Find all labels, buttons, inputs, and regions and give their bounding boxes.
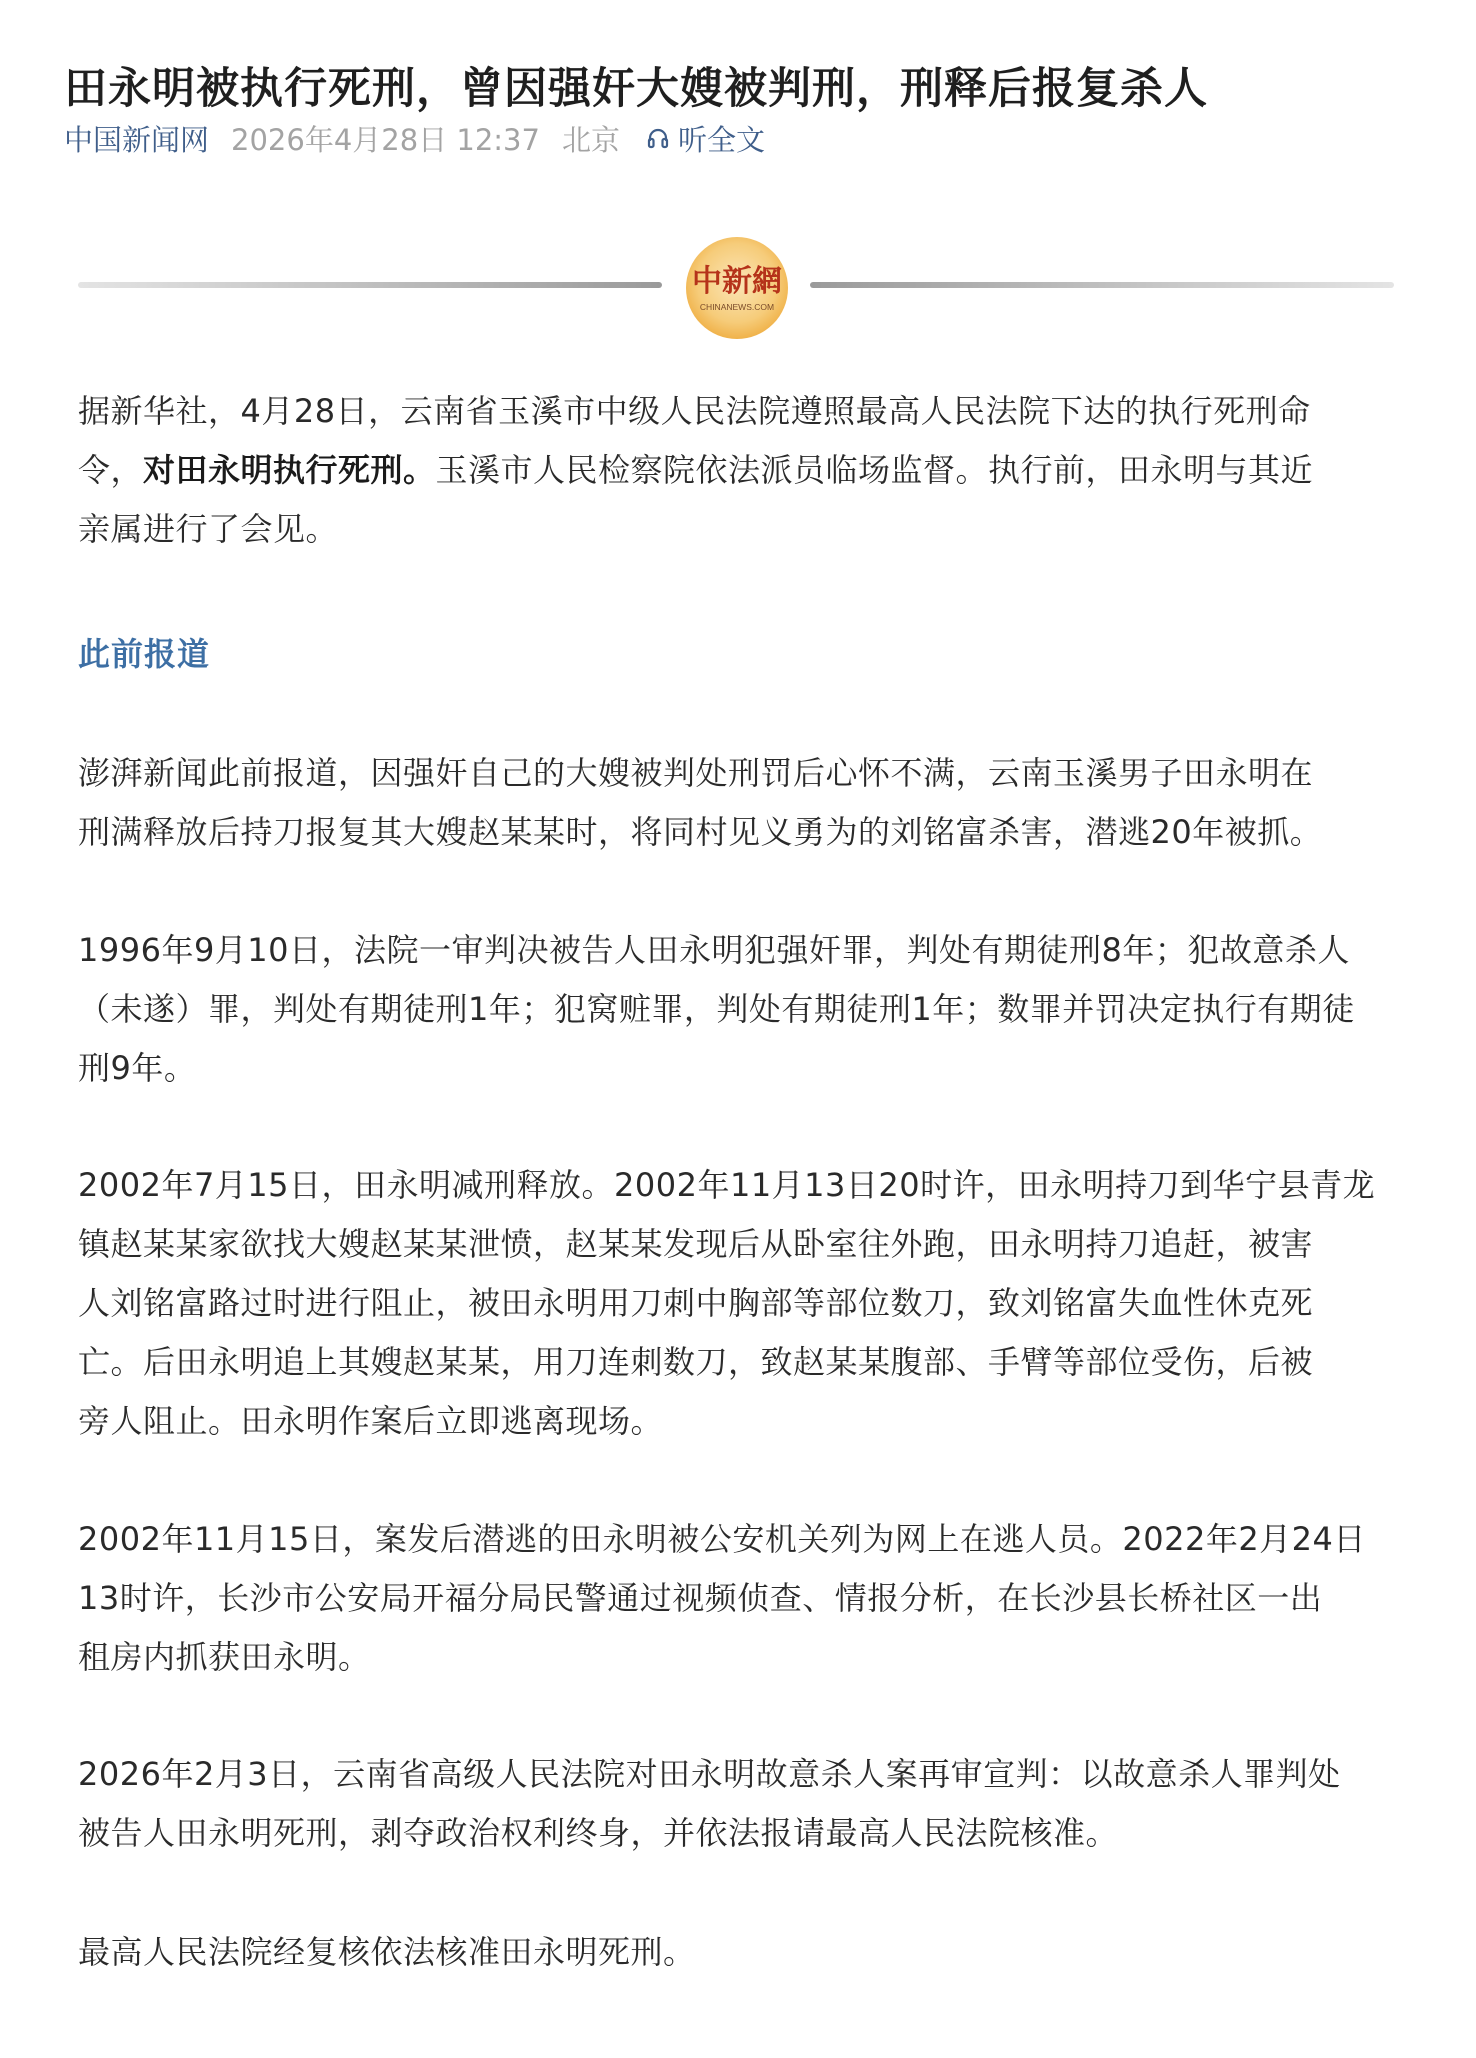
paragraph-2 [78,744,1400,862]
location: 北京 [561,122,620,157]
text-line: 租房内抓获田永明。 [78,1638,371,1676]
listen-label: 听全文 [677,122,765,157]
headphones-icon [646,126,670,150]
listen-button[interactable] [646,118,765,159]
chinanews-logo [677,233,797,341]
article-meta [64,116,765,160]
paragraph-4 [78,1156,1400,1451]
text-line: 最高人民法院经复核依法核准田永明死刑。 [78,1933,696,1971]
source-link[interactable]: 中国新闻网 [64,122,210,157]
publish-datetime: 2026年4月28日 12:37 [231,122,540,157]
text-line: 1996年9月10日，法院一审判决被告人田永明犯强奸罪，判处有期徒刑8年；犯故意杀人 [78,931,1350,969]
paragraph-1 [78,382,1400,559]
bold-text: 对田永明执行死刑。 [143,451,436,489]
text-line: 刑9年。 [78,1049,197,1087]
divider-line-right [810,282,1394,288]
text-line: （未遂）罪，判处有期徒刑1年；犯窝赃罪，判处有期徒刑1年；数罪并罚决定执行有期徒 [78,990,1355,1028]
divider-line-left [78,282,662,288]
text-line: 刑满释放后持刀报复其大嫂赵某某时，将同村见义勇为的刘铭富杀害，潜逃20年被抓。 [78,813,1323,851]
text-line: 据新华社，4月28日，云南省玉溪市中级人民法院遵照最高人民法院下达的执行死刑命 [78,392,1311,430]
text-span: 令， [78,451,144,489]
text-line: 被告人田永明死刑，剥夺政治权利终身，并依法报请最高人民法院核准。 [78,1814,1119,1852]
text-line [78,441,1400,500]
text-line: 旁人阻止。田永明作案后立即逃离现场。 [78,1402,664,1440]
text-line: 2002年11月15日，案发后潜逃的田永明被公安机关列为网上在逃人员。2022年2月24日 [78,1520,1366,1558]
text-line: 亡。后田永明追上其嫂赵某某，用刀连刺数刀，致赵某某腹部、手臂等部位受伤，后被 [78,1343,1314,1381]
text-line: 2002年7月15日，田永明减刑释放。2002年11月13日20时许，田永明持刀到华宁县青龙 [78,1166,1376,1204]
section-heading: 此前报道 [78,635,211,673]
article-title: 田永明被执行死刑，曾因强奸大嫂被判刑，刑释后报复杀人 [64,63,1208,114]
paragraph-7 [78,1923,1400,1982]
logo-domain-text: CHINANEWS.COM [699,302,775,312]
text-line: 2026年2月3日，云南省高级人民法院对田永明故意杀人案再审宣判：以故意杀人罪判处 [78,1755,1341,1793]
text-line: 镇赵某某家欲找大嫂赵某某泄愤，赵某某发现后从卧室往外跑，田永明持刀追赶，被害 [78,1225,1314,1263]
logo-brand-text: 中新網 [692,264,782,299]
text-line: 13时许，长沙市公安局开福分局民警通过视频侦查、情报分析，在长沙县长桥社区一出 [78,1579,1323,1617]
text-span: 玉溪市人民检察院依法派员临场监督。执行前，田永明与其近 [435,451,1314,489]
text-line: 澎湃新闻此前报道，因强奸自己的大嫂被判处刑罚后心怀不满，云南玉溪男子田永明在 [78,754,1314,792]
paragraph-5 [78,1510,1400,1687]
paragraph-3 [78,921,1400,1098]
text-line: 亲属进行了会见。 [78,510,339,548]
paragraph-6 [78,1745,1400,1863]
text-line: 人刘铭富路过时进行阻止，被田永明用刀刺中胸部等部位数刀，致刘铭富失血性休克死 [78,1284,1314,1322]
